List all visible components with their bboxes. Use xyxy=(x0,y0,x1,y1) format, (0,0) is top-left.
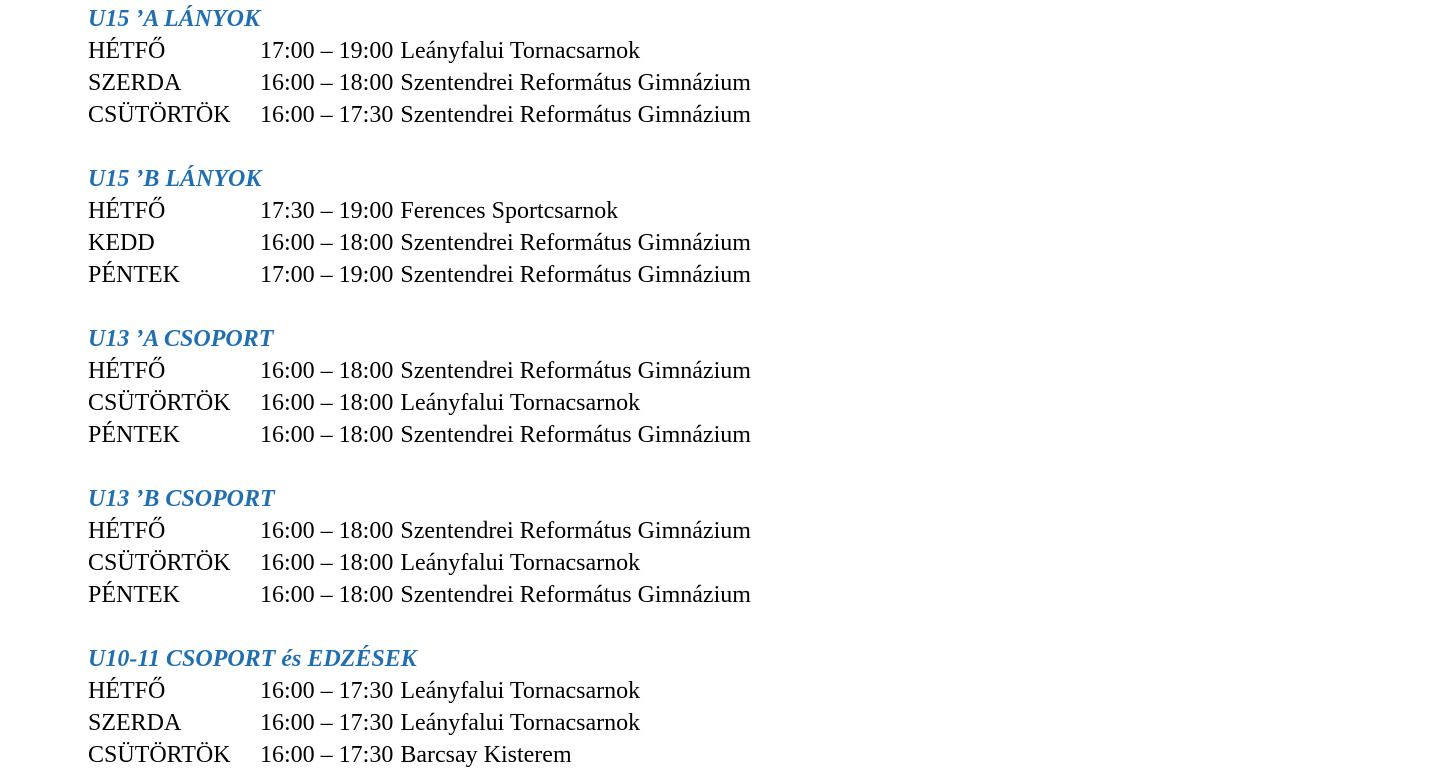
day-label: CSÜTÖRTÖK xyxy=(88,742,231,768)
day-label: HÉTFŐ xyxy=(88,518,166,544)
schedule-row xyxy=(88,67,1388,99)
time-range: 16:00 – 18:00 xyxy=(260,550,394,576)
group-u15-a-lanyok xyxy=(88,3,1388,131)
time-range: 16:00 – 18:00 xyxy=(260,582,394,608)
venue-name: Szentendrei Református Gimnázium xyxy=(400,262,751,288)
time-range: 17:00 – 19:00 xyxy=(260,38,394,64)
time-range: 17:30 – 19:00 xyxy=(260,198,394,224)
group-title: U15 ’A LÁNYOK xyxy=(88,6,261,32)
time-range: 16:00 – 17:30 xyxy=(260,678,394,704)
venue-name: Leányfalui Tornacsarnok xyxy=(400,710,641,736)
schedule-row xyxy=(88,419,1388,451)
day-label: HÉTFŐ xyxy=(88,38,166,64)
schedule-row xyxy=(88,259,1388,291)
time-range: 16:00 – 18:00 xyxy=(260,358,394,384)
venue-name: Szentendrei Református Gimnázium xyxy=(400,582,751,608)
day-label: SZERDA xyxy=(88,70,182,96)
schedule-row xyxy=(88,195,1388,227)
schedule-row xyxy=(88,579,1388,611)
schedule-row xyxy=(88,387,1388,419)
schedule-row xyxy=(88,515,1388,547)
group-u13-b-csoport xyxy=(88,483,1388,611)
day-label: CSÜTÖRTÖK xyxy=(88,390,231,416)
day-label: CSÜTÖRTÖK xyxy=(88,550,231,576)
schedule-document xyxy=(88,3,1388,771)
time-range: 17:00 – 19:00 xyxy=(260,262,394,288)
schedule-row xyxy=(88,547,1388,579)
group-u13-a-csoport xyxy=(88,323,1388,451)
day-label: KEDD xyxy=(88,230,155,256)
time-range: 16:00 – 17:30 xyxy=(260,710,394,736)
venue-name: Leányfalui Tornacsarnok xyxy=(400,390,641,416)
venue-name: Szentendrei Református Gimnázium xyxy=(400,518,751,544)
time-range: 16:00 – 18:00 xyxy=(260,70,394,96)
time-range: 16:00 – 18:00 xyxy=(260,518,394,544)
venue-name: Szentendrei Református Gimnázium xyxy=(400,358,751,384)
schedule-row xyxy=(88,707,1388,739)
schedule-row xyxy=(88,675,1388,707)
day-label: PÉNTEK xyxy=(88,262,180,288)
group-u15-b-lanyok xyxy=(88,163,1388,291)
schedule-row xyxy=(88,99,1388,131)
venue-name: Leányfalui Tornacsarnok xyxy=(400,550,641,576)
venue-name: Leányfalui Tornacsarnok xyxy=(400,38,641,64)
venue-name: Leányfalui Tornacsarnok xyxy=(400,678,641,704)
schedule-row xyxy=(88,227,1388,259)
schedule-row xyxy=(88,35,1388,67)
venue-name: Szentendrei Református Gimnázium xyxy=(400,422,751,448)
venue-name: Szentendrei Református Gimnázium xyxy=(400,70,751,96)
day-label: CSÜTÖRTÖK xyxy=(88,102,231,128)
time-range: 16:00 – 17:30 xyxy=(260,102,394,128)
day-label: HÉTFŐ xyxy=(88,358,166,384)
time-range: 16:00 – 18:00 xyxy=(260,390,394,416)
time-range: 16:00 – 18:00 xyxy=(260,422,394,448)
group-title: U10-11 CSOPORT és EDZÉSEK xyxy=(88,646,417,672)
venue-name: Barcsay Kisterem xyxy=(400,742,572,768)
day-label: PÉNTEK xyxy=(88,422,180,448)
venue-name: Ferences Sportcsarnok xyxy=(400,198,619,224)
schedule-row xyxy=(88,739,1388,771)
schedule-row xyxy=(88,355,1388,387)
group-u10-11-csoport xyxy=(88,643,1388,771)
group-title: U13 ’B CSOPORT xyxy=(88,486,275,512)
day-label: HÉTFŐ xyxy=(88,198,166,224)
time-range: 16:00 – 17:30 xyxy=(260,742,394,768)
venue-name: Szentendrei Református Gimnázium xyxy=(400,102,751,128)
group-title: U13 ’A CSOPORT xyxy=(88,326,274,352)
group-title: U15 ’B LÁNYOK xyxy=(88,166,262,192)
time-range: 16:00 – 18:00 xyxy=(260,230,394,256)
day-label: PÉNTEK xyxy=(88,582,180,608)
day-label: SZERDA xyxy=(88,710,182,736)
day-label: HÉTFŐ xyxy=(88,678,166,704)
venue-name: Szentendrei Református Gimnázium xyxy=(400,230,751,256)
